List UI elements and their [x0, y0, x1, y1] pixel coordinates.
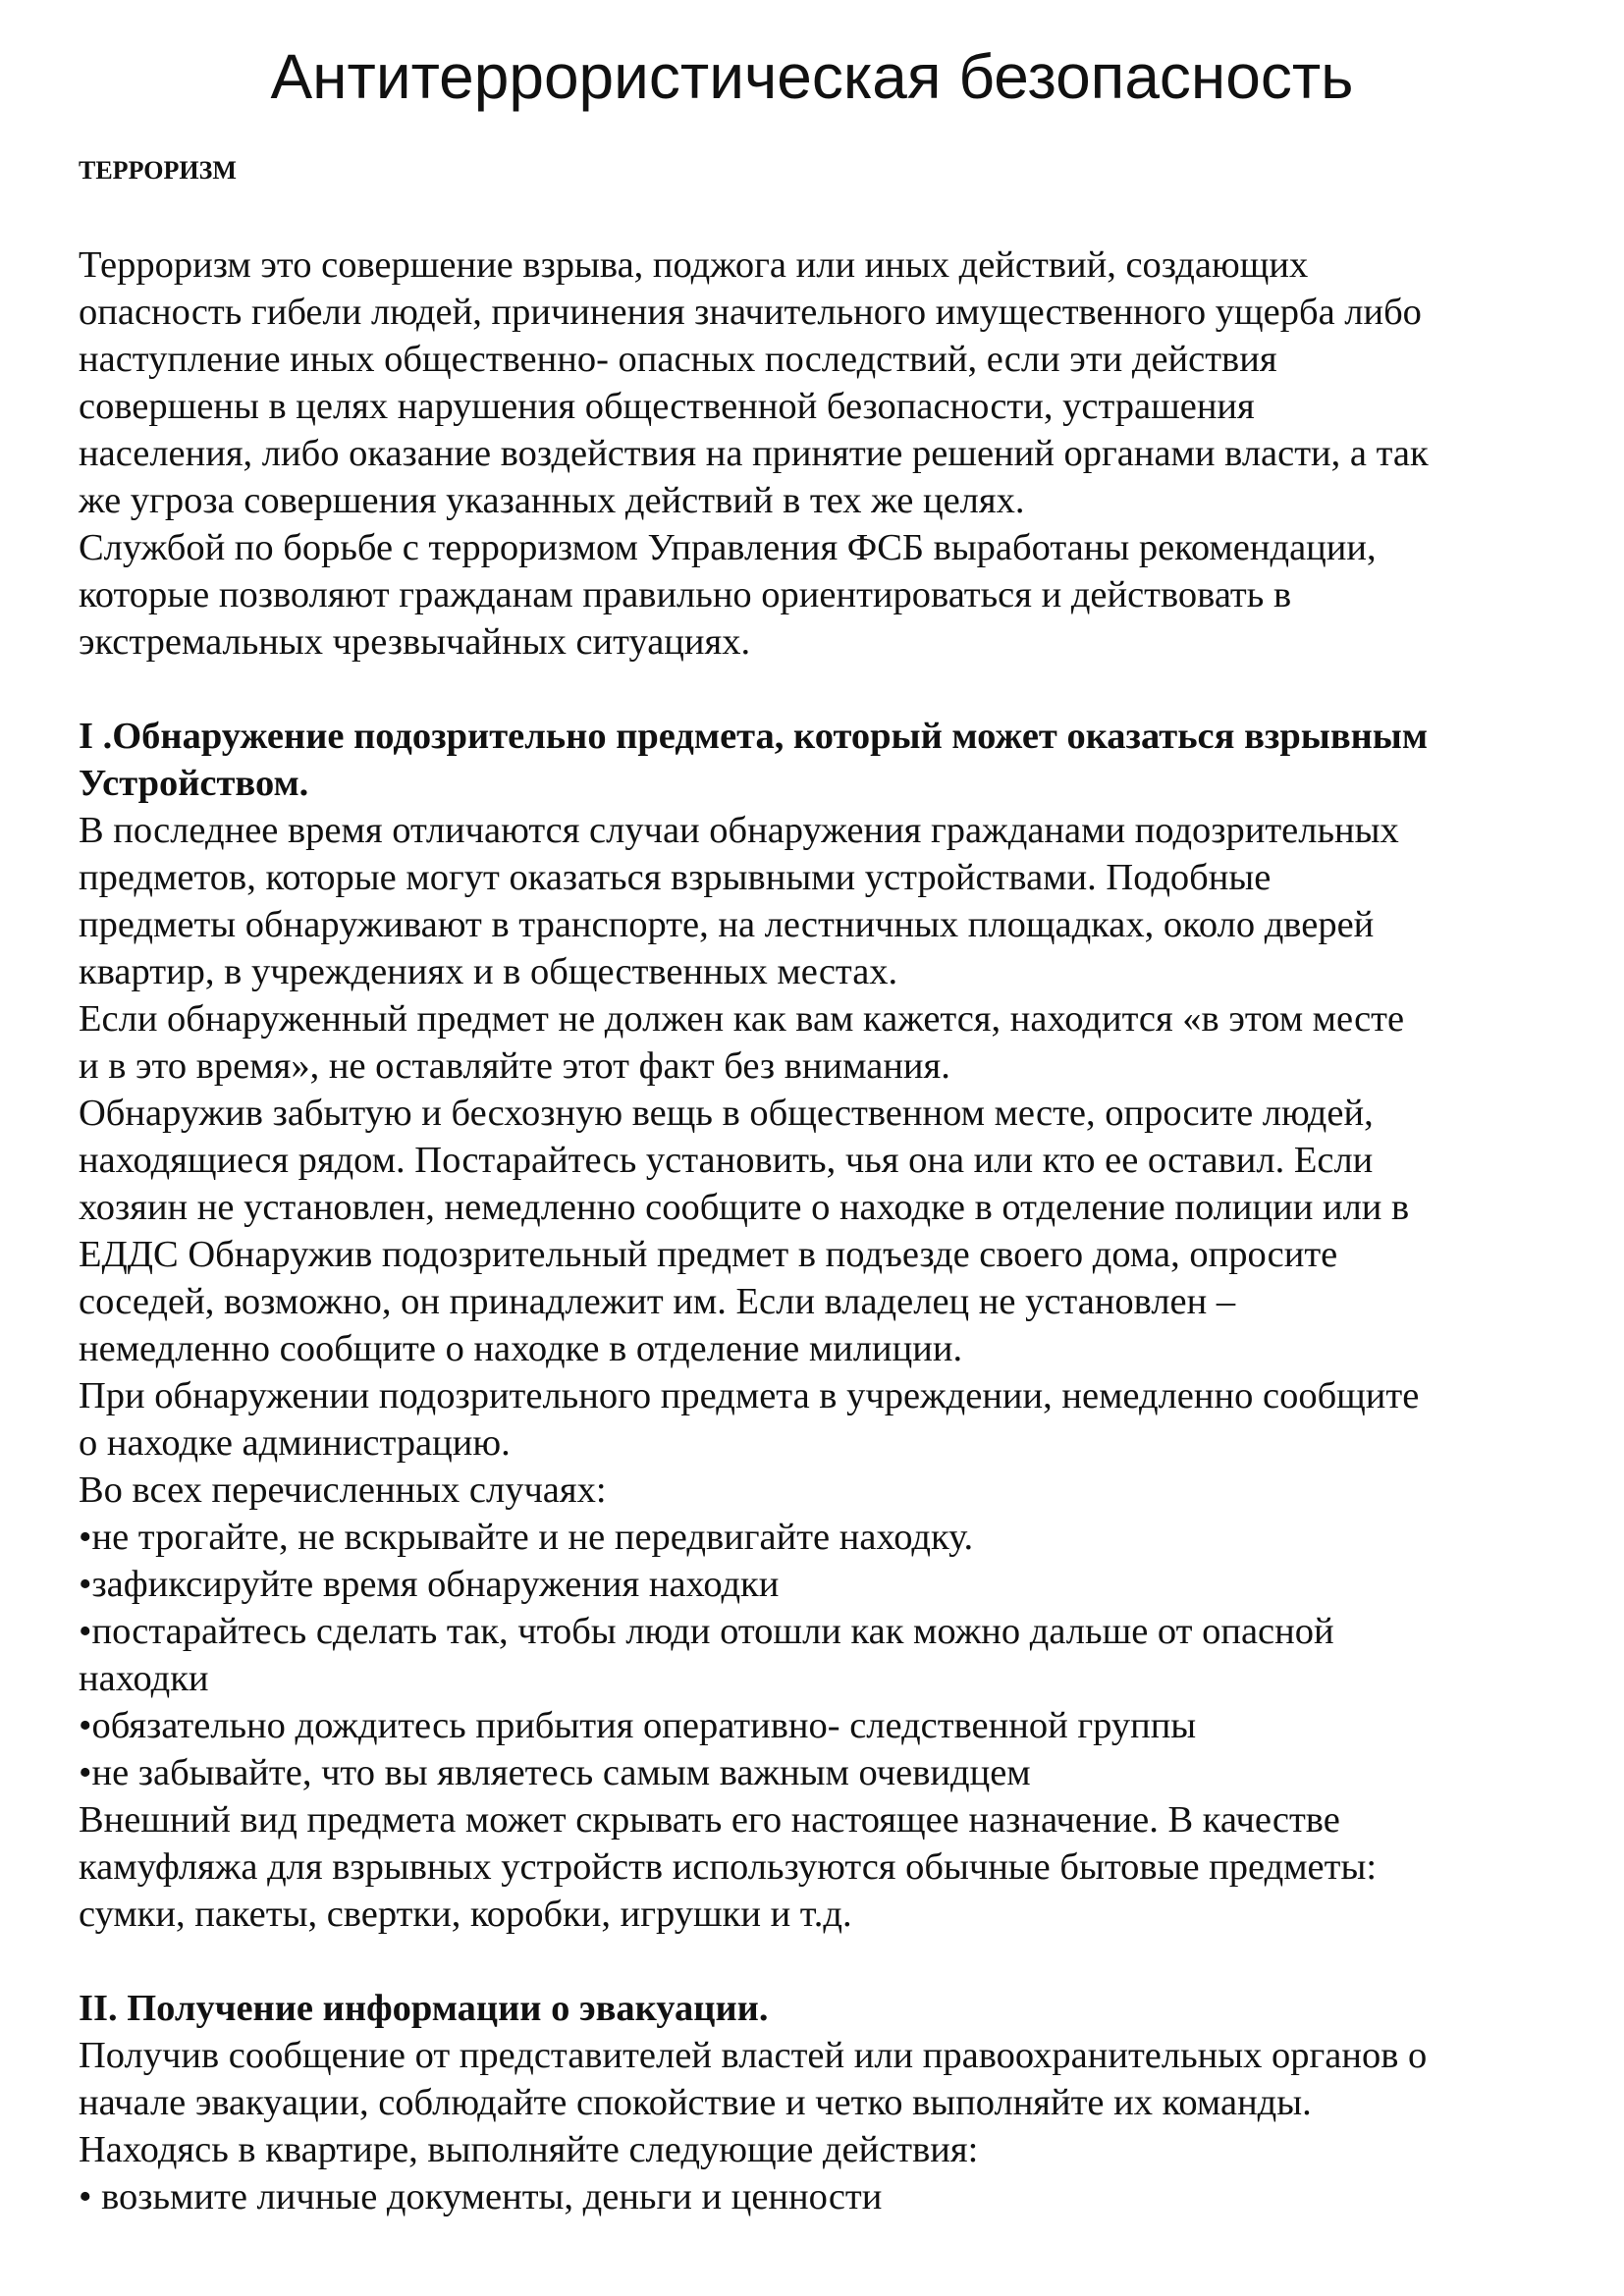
bullet-item: •не забывайте, что вы являетесь самым важным очевидцем [79, 1752, 1031, 1793]
text-line: сумки, пакеты, свертки, коробки, игрушки и т.д. [79, 1894, 852, 1935]
heading-line: I .Обнаружение подозрительно предмета, который может оказаться взрывным [79, 716, 1429, 757]
paragraph-spacer [79, 194, 1571, 241]
text-line: соседей, возможно, он принадлежит им. Если владелец не установлен – [79, 1281, 1236, 1322]
text-line: хозяин не установлен, немедленно сообщите о находке в отделение полиции или в [79, 1187, 1410, 1228]
text-line: Обнаружив забытую и бесхозную вещь в общественном месте, опросите людей, [79, 1093, 1374, 1134]
document-body [79, 147, 1571, 2220]
text-line: Внешний вид предмета может скрывать его настоящее назначение. В качестве [79, 1799, 1340, 1841]
text-line: В последнее время отличаются случаи обнаружения гражданами подозрительных [79, 810, 1399, 851]
bullet-item: •зафиксируйте время обнаружения находки [79, 1564, 780, 1605]
text-line: предметы обнаруживают в транспорте, на лестничных площадках, около дверей [79, 904, 1375, 945]
heading-line: Устройством. [79, 763, 309, 804]
bullet-item: • возьмите личные документы, деньги и ценности [79, 2176, 883, 2217]
text-line: наступление иных общественно- опасных последствий, если эти действия [79, 339, 1277, 380]
text-line: При обнаружении подозрительного предмета в учреждении, немедленно сообщите [79, 1375, 1420, 1416]
section-heading-evacuation: II. Получение информации о эвакуации. [79, 1988, 769, 2029]
page-title: Антитеррористическая безопасность [270, 41, 1354, 112]
text-line: которые позволяют гражданам правильно ориентироваться и действовать в [79, 574, 1292, 615]
bullet-item: •не трогайте, не вскрывайте и не передвигайте находку. [79, 1517, 974, 1558]
text-line: о находке администрацию. [79, 1422, 511, 1464]
paragraph-spacer [79, 666, 1571, 713]
text-line: Во всех перечисленных случаях: [79, 1469, 607, 1511]
text-line: же угроза совершения указанных действий в тех же целях. [79, 480, 1025, 521]
suspicious-object-paragraph [79, 807, 1571, 1514]
text-line: камуфляжа для взрывных устройств используются обычные бытовые предметы: [79, 1846, 1378, 1888]
text-line: начале эвакуации, соблюдайте спокойствие и четко выполняйте их команды. [79, 2082, 1312, 2123]
text-line: экстремальных чрезвычайных ситуациях. [79, 621, 751, 663]
bullet-item: •обязательно дождитесь прибытия оперативно- следственной группы [79, 1705, 1197, 1746]
text-line: и в это время», не оставляйте этот факт без внимания. [79, 1045, 950, 1087]
text-line: Службой по борьбе с терроризмом Управления ФСБ выработаны рекомендации, [79, 527, 1377, 568]
text-line: предметов, которые могут оказаться взрывными устройствами. Подобные [79, 857, 1272, 898]
bullet-item: •постарайтесь сделать так, чтобы люди отошли как можно дальше от опасной [79, 1611, 1334, 1652]
section-heading-terrorism: ТЕРРОРИЗМ [79, 156, 237, 185]
instructions-bullet-list [79, 1514, 1571, 1796]
text-line: Получив сообщение от представителей властей или правоохранительных органов о [79, 2035, 1428, 2076]
text-line: квартир, в учреждениях и в общественных местах. [79, 951, 898, 992]
section-heading-suspicious-object [79, 713, 1571, 807]
text-line: населения, либо оказание воздействия на принятие решений органами власти, а так [79, 433, 1429, 474]
evacuation-paragraph [79, 2032, 1571, 2220]
text-line: ЕДДС Обнаружив подозрительный предмет в подъезде своего дома, опросите [79, 1234, 1338, 1275]
paragraph-spacer [79, 1938, 1571, 1985]
text-line: опасность гибели людей, причинения значительного имущественного ущерба либо [79, 292, 1422, 333]
text-line: немедленно сообщите о находке в отделение милиции. [79, 1328, 963, 1369]
terrorism-definition-paragraph [79, 241, 1571, 666]
camouflage-paragraph [79, 1796, 1571, 1938]
text-line: Если обнаруженный предмет не должен как вам кажется, находится «в этом месте [79, 998, 1405, 1040]
text-line: находящиеся рядом. Постарайтесь установить, чья она или кто ее оставил. Если [79, 1140, 1374, 1181]
text-line: Находясь в квартире, выполняйте следующие действия: [79, 2129, 979, 2170]
text-line: совершены в целях нарушения общественной безопасности, устрашения [79, 386, 1255, 427]
bullet-item-continuation: находки [79, 1658, 209, 1699]
text-line: Терроризм это совершение взрыва, поджога или иных действий, создающих [79, 244, 1309, 286]
